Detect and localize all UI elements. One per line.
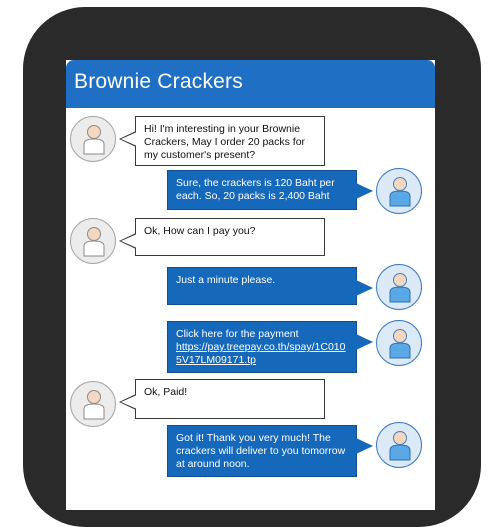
person-icon (71, 117, 117, 163)
person-icon (377, 169, 423, 215)
person-icon (377, 265, 423, 311)
customer-avatar (70, 116, 116, 162)
message-text: Got it! Thank you very much! The crackers will deliver to you tomorrow at around noon. (176, 432, 346, 470)
person-icon (71, 382, 117, 428)
message-text: Sure, the crackers is 120 Baht per each. So, 20 packs is 2,400 Baht (176, 177, 335, 202)
message-customer-3 (135, 379, 325, 419)
customer-avatar (70, 381, 116, 427)
message-shop-4 (167, 425, 357, 477)
shop-avatar (376, 168, 422, 214)
message-text: Ok, Paid! (144, 386, 188, 398)
message-text: Just a minute please. (176, 274, 276, 286)
message-shop-1 (167, 170, 357, 210)
person-icon (377, 321, 423, 367)
person-icon (71, 219, 117, 265)
message-text: Hi! I'm interesting in your Brownie Crackers, May I order 20 packs for my customer's present? (144, 123, 306, 161)
message-text: Ok, How can I pay you? (144, 225, 256, 237)
message-text: Click here for the payment (176, 328, 299, 340)
shop-avatar (376, 264, 422, 310)
shop-avatar (376, 320, 422, 366)
shop-avatar (376, 422, 422, 468)
payment-link[interactable]: https://pay.treepay.co.th/spay/1C0105V17LM09171.tp (176, 341, 346, 366)
customer-avatar (70, 218, 116, 264)
chat-title: Brownie Crackers (74, 70, 243, 93)
chat-header (66, 60, 435, 108)
message-shop-3 (167, 321, 357, 373)
message-customer-2 (135, 218, 325, 256)
person-icon (377, 423, 423, 469)
message-customer-1 (135, 116, 325, 166)
message-shop-2 (167, 267, 357, 305)
